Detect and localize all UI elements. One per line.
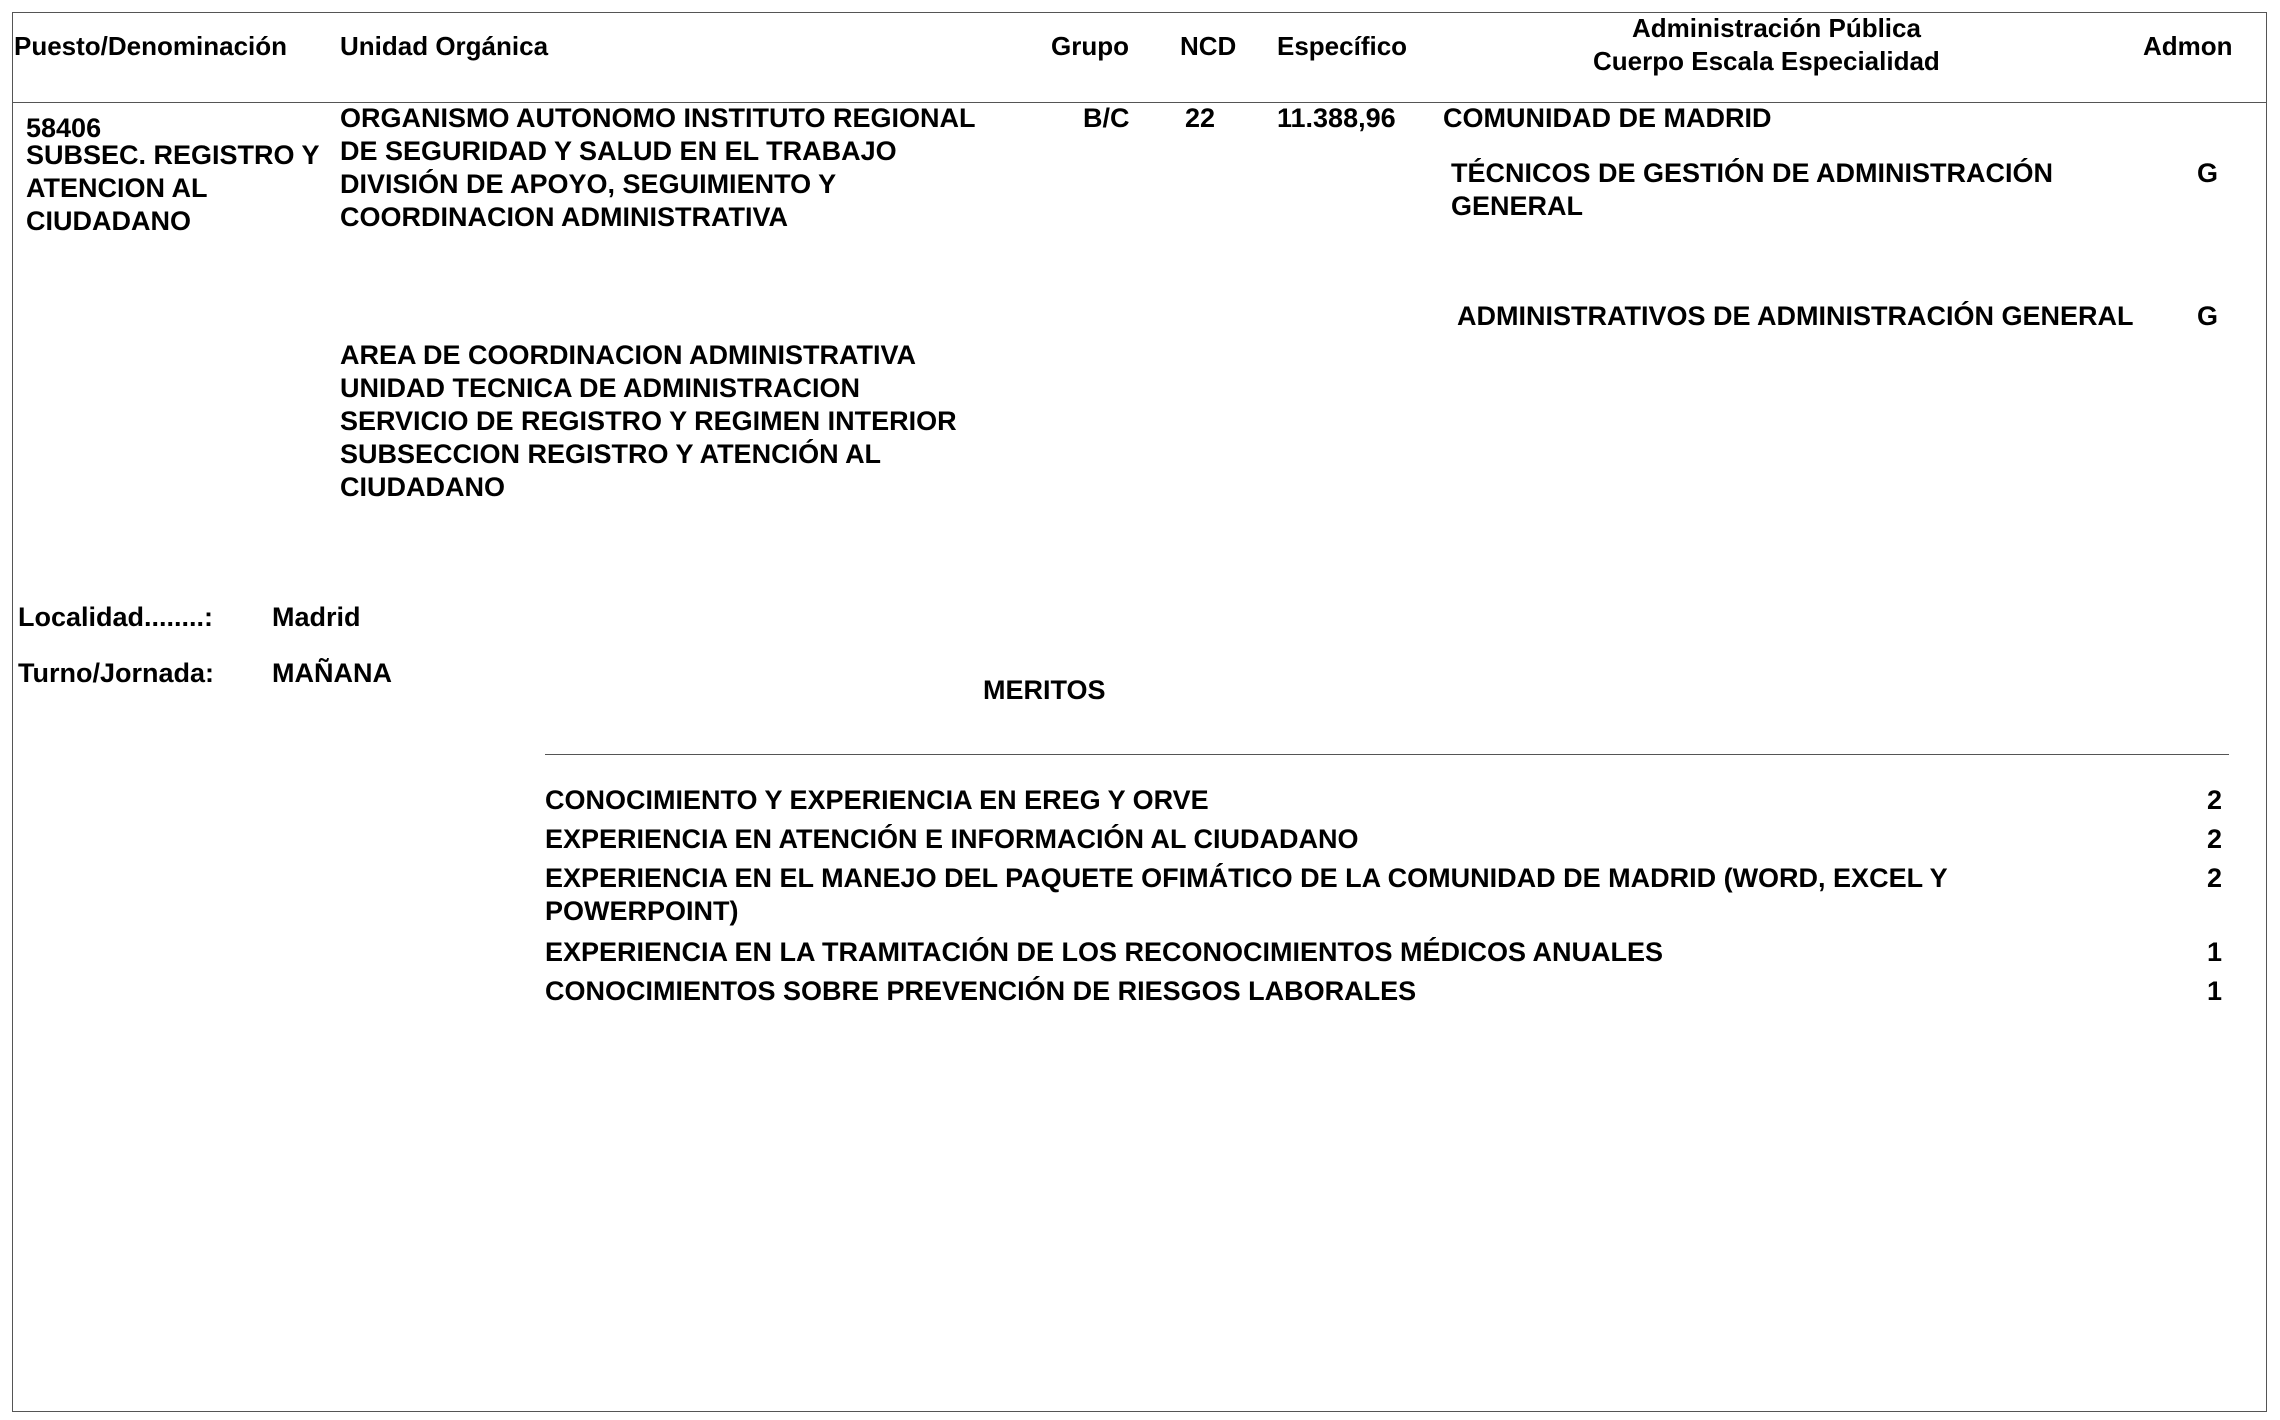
unidad-line: ORGANISMO AUTONOMO INSTITUTO REGIONAL (340, 103, 976, 133)
meritos-divider (545, 754, 2229, 755)
merit-text: EXPERIENCIA EN LA TRAMITACIÓN DE LOS RECONOCIMIENTOS MÉDICOS ANUALES (545, 937, 1664, 967)
merit-text: CONOCIMIENTOS SOBRE PREVENCIÓN DE RIESGOS LABORALES (545, 976, 1417, 1006)
header-puesto: Puesto/Denominación (14, 31, 288, 61)
unidad-line: DE SEGURIDAD Y SALUD EN EL TRABAJO (340, 136, 897, 166)
grupo-value: B/C (1083, 103, 1130, 133)
unidad-line: UNIDAD TECNICA DE ADMINISTRACION (340, 373, 860, 403)
unidad-line: DIVISIÓN DE APOYO, SEGUIMIENTO Y (340, 169, 837, 199)
header-admon: Admon (2143, 31, 2233, 61)
header-ncd: NCD (1180, 31, 1237, 61)
cuerpo-1 (1451, 157, 2053, 223)
unidad-line: AREA DE COORDINACION ADMINISTRATIVA (340, 340, 916, 370)
header-admin-publica: Administración Pública (1632, 13, 1921, 43)
cuerpo-2: ADMINISTRATIVOS DE ADMINISTRACIÓN GENERAL (1457, 301, 2134, 331)
unidad-line: COORDINACION ADMINISTRATIVA (340, 202, 788, 232)
merit-points: 2 (2206, 785, 2222, 815)
merit-item (545, 936, 2225, 969)
merit-item (545, 975, 2225, 1008)
position-code: 58406 (26, 113, 102, 143)
localidad-label: Localidad........: (18, 602, 214, 632)
header-cuerpo-escala: Cuerpo Escala Especialidad (1593, 46, 1940, 76)
ncd-value: 22 (1185, 103, 1216, 133)
unidad-organica-2 (340, 339, 957, 504)
administracion-value: COMUNIDAD DE MADRID (1443, 103, 1772, 133)
position-denominacion (26, 139, 320, 238)
merit-text: CONOCIMIENTO Y EXPERIENCIA EN EREG Y ORVE (545, 785, 1209, 815)
cuerpo-line: GENERAL (1451, 191, 1584, 221)
header-grupo: Grupo (1051, 31, 1129, 61)
denominacion-line: ATENCION AL (26, 173, 208, 203)
merit-points: 1 (2206, 937, 2222, 967)
denominacion-line: SUBSEC. REGISTRO Y (26, 140, 320, 170)
unidad-organica-1 (340, 102, 976, 234)
localidad-value: Madrid (272, 602, 361, 632)
merit-item (545, 862, 2225, 928)
admon-2-value: G (2197, 301, 2219, 331)
turno-value: MAÑANA (272, 658, 392, 688)
cuerpo-line: TÉCNICOS DE GESTIÓN DE ADMINISTRACIÓN (1451, 158, 2054, 188)
denominacion-line: CIUDADANO (26, 206, 191, 236)
admon-1-value: G (2197, 158, 2219, 188)
unidad-line: CIUDADANO (340, 472, 505, 502)
turno-label: Turno/Jornada: (18, 658, 215, 688)
merit-points: 2 (2206, 863, 2222, 893)
merit-text: EXPERIENCIA EN EL MANEJO DEL PAQUETE OFIMÁTICO DE LA COMUNIDAD DE MADRID (WORD, EXCEL Y POWERPOINT) (545, 863, 1948, 926)
merit-item (545, 784, 2225, 817)
merit-points: 1 (2206, 976, 2222, 1006)
unidad-line: SERVICIO DE REGISTRO Y REGIMEN INTERIOR (340, 406, 957, 436)
merit-points: 2 (2206, 824, 2222, 854)
merit-text: EXPERIENCIA EN ATENCIÓN E INFORMACIÓN AL CIUDADANO (545, 824, 1359, 854)
header-unidad: Unidad Orgánica (340, 31, 549, 61)
header-especifico: Específico (1277, 31, 1408, 61)
merit-item (545, 823, 2225, 856)
especifico-value: 11.388,96 (1277, 103, 1396, 133)
unidad-line: SUBSECCION REGISTRO Y ATENCIÓN AL (340, 439, 882, 469)
meritos-title: MERITOS (983, 675, 1106, 705)
